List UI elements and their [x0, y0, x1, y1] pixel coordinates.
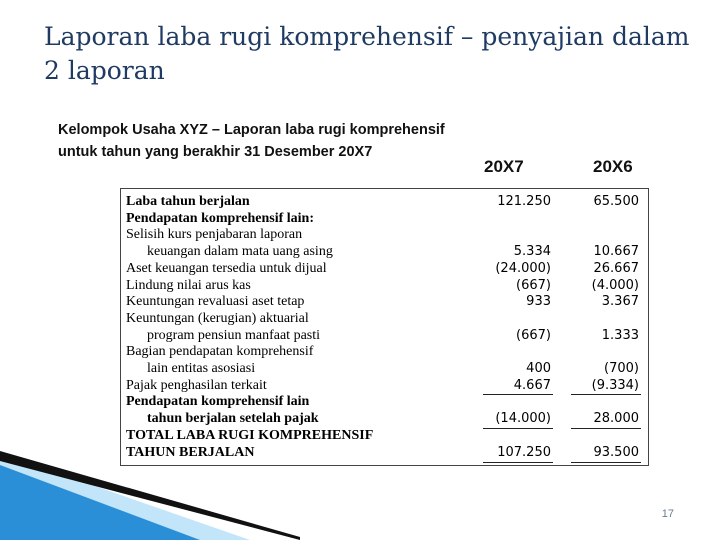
table-row [121, 411, 648, 427]
table-row [121, 261, 648, 277]
row-label: Laba tahun berjalan [126, 194, 250, 209]
total-underline [483, 428, 553, 429]
row-label: keuangan dalam mata uang asing [147, 244, 333, 260]
table-row [121, 311, 648, 327]
row-value-20x7: 933 [526, 294, 551, 310]
row-value-20x6: (700) [604, 361, 639, 376]
row-value-20x6: (9.334) [591, 377, 639, 393]
row-value-20x6: (4.000) [591, 277, 639, 293]
row-value-20x7: (667) [516, 277, 551, 293]
row-label: lain entitas asosiasi [147, 361, 256, 376]
row-label: Keuntungan revaluasi aset tetap [126, 294, 305, 310]
row-label: Bagian pendapatan komprehensif [126, 344, 314, 360]
row-value-20x7: (667) [516, 327, 551, 343]
row-value-20x7: 121.250 [497, 194, 551, 209]
corner-decoration [0, 445, 300, 540]
row-value-20x6: 10.667 [593, 244, 639, 260]
row-value-20x7: (14.000) [495, 411, 551, 427]
column-header-20x7: 20X7 [484, 157, 524, 176]
row-value-20x7: 107.250 [497, 444, 551, 460]
total-underline [571, 394, 641, 395]
row-value-20x6: 26.667 [593, 260, 639, 276]
row-value-20x6: 93.500 [593, 444, 639, 460]
table-row [121, 328, 648, 344]
row-label: Pendapatan komprehensif lain [126, 394, 310, 410]
total-underline [571, 462, 641, 463]
row-value-20x7: 4.667 [513, 377, 551, 393]
table-row [121, 211, 648, 227]
row-label: Pajak penghasilan terkait [126, 377, 267, 393]
table-row [121, 394, 648, 410]
row-value-20x6: 65.500 [593, 194, 639, 209]
row-label: Aset keuangan tersedia untuk dijual [126, 260, 327, 276]
row-label: TAHUN BERJALAN [126, 444, 255, 460]
page-number: 17 [661, 508, 674, 520]
row-label: tahun berjalan setelah pajak [147, 411, 319, 427]
total-underline [571, 428, 641, 429]
report-header-line2: untuk tahun yang berakhir 31 Desember 20X7 [58, 144, 373, 160]
row-label: Pendapatan komprehensif lain: [126, 210, 314, 226]
report-header-line1: Kelompok Usaha XYZ – Laporan laba rugi komprehensif [58, 122, 445, 138]
table-row [121, 378, 648, 394]
row-value-20x6: 28.000 [593, 411, 639, 427]
row-label: program pensiun manfaat pasti [147, 327, 321, 343]
table-row [121, 278, 648, 294]
table-row [121, 244, 648, 260]
row-value-20x7: 400 [526, 361, 551, 376]
row-label: Selisih kurs penjabaran laporan [126, 227, 303, 243]
total-underline [483, 462, 553, 463]
table-row [121, 227, 648, 243]
row-value-20x7: (24.000) [495, 260, 551, 276]
row-label: Lindung nilai arus kas [126, 277, 251, 293]
row-value-20x6: 3.367 [601, 294, 639, 310]
row-value-20x6: 1.333 [601, 327, 639, 343]
slide-title: Laporan laba rugi komprehensif – penyajian dalam 2 laporan [44, 22, 690, 85]
table-row [121, 361, 648, 377]
table-row [121, 294, 648, 310]
row-label: Keuntungan (kerugian) aktuarial [126, 310, 309, 326]
row-label: TOTAL LABA RUGI KOMPREHENSIF [126, 427, 374, 443]
report-header [58, 119, 445, 163]
column-header-20x6: 20X6 [593, 157, 633, 176]
table-row [121, 428, 648, 444]
table-row [121, 194, 648, 210]
total-underline [483, 394, 553, 395]
row-value-20x7: 5.334 [513, 244, 551, 260]
table-row [121, 344, 648, 360]
income-statement-table [120, 188, 649, 466]
